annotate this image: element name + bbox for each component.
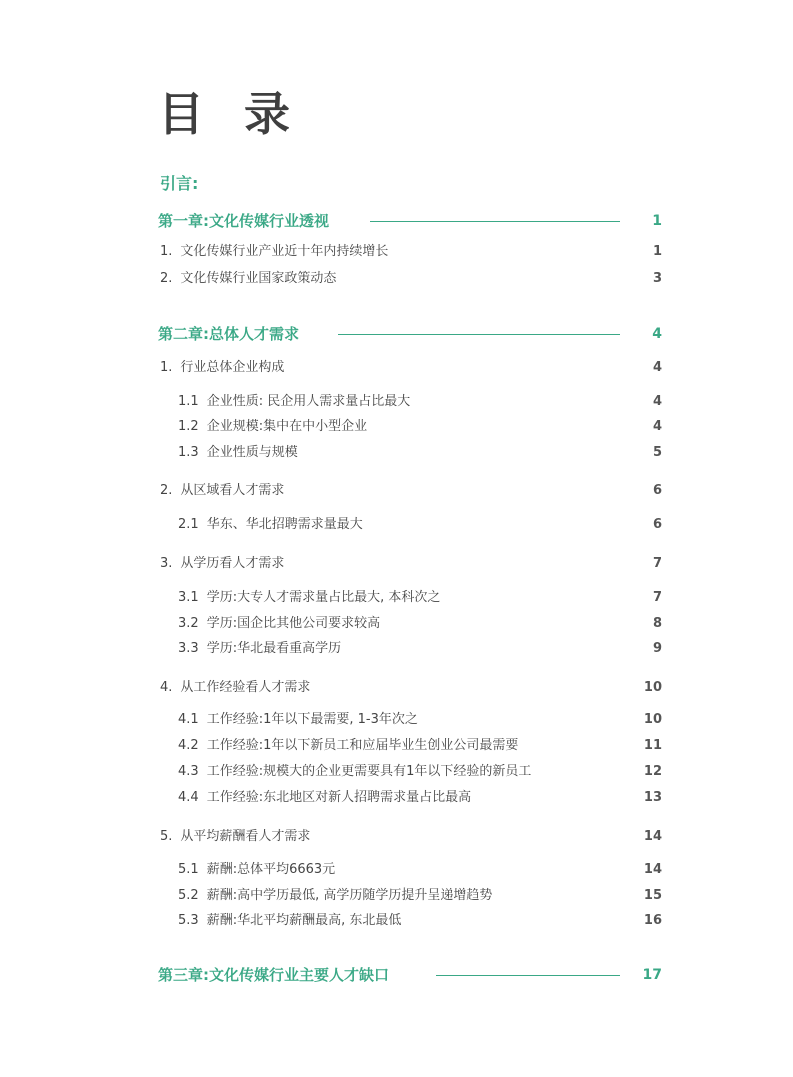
subsection-title: 薪酬:总体平均6663元 <box>206 862 336 877</box>
toc-subsection[interactable] <box>0 613 793 635</box>
chapter-rule <box>370 221 620 222</box>
page-number: 14 <box>643 829 662 844</box>
toc-section[interactable] <box>0 826 793 848</box>
subsection-number: 4.1 <box>178 712 199 727</box>
section-number: 2. <box>160 271 173 286</box>
subsection-number: 4.3 <box>178 764 199 779</box>
page-number: 12 <box>643 764 662 779</box>
toc-subsection[interactable] <box>0 587 793 609</box>
toc-section[interactable] <box>0 241 793 263</box>
page-number: 7 <box>652 590 662 605</box>
toc-subsection[interactable] <box>0 735 793 757</box>
page-number: 4 <box>652 326 662 342</box>
subsection-title: 学历:大专人才需求量占比最大, 本科次之 <box>206 590 441 605</box>
section-title: 行业总体企业构成 <box>180 360 285 375</box>
toc-subsection[interactable] <box>0 514 793 536</box>
subsection-number: 5.1 <box>178 862 199 877</box>
subsection-title: 企业性质与规模 <box>206 445 298 460</box>
section-number: 3. <box>160 556 173 571</box>
subsection-number: 3.1 <box>178 590 199 605</box>
subsection-number: 5.3 <box>178 913 199 928</box>
page-number: 15 <box>643 888 662 903</box>
page-number: 4 <box>652 360 662 375</box>
chapter-rule <box>436 975 620 976</box>
section-number: 4. <box>160 680 173 695</box>
page-number: 5 <box>652 445 662 460</box>
subsection-title: 工作经验:规模大的企业更需要具有1年以下经验的新员工 <box>206 764 532 779</box>
subsection-number: 1.2 <box>178 419 199 434</box>
page-number: 14 <box>643 862 662 877</box>
subsection-number: 4.2 <box>178 738 199 753</box>
section-number: 5. <box>160 829 173 844</box>
toc-section[interactable] <box>0 480 793 502</box>
subsection-title: 学历:华北最看重高学历 <box>206 641 342 656</box>
toc-section[interactable] <box>0 268 793 290</box>
toc-subsection[interactable] <box>0 761 793 783</box>
page-number: 10 <box>643 712 662 727</box>
page-number: 9 <box>652 641 662 656</box>
toc-section[interactable] <box>0 677 793 699</box>
page-number: 1 <box>652 213 662 229</box>
section-title: 从区域看人才需求 <box>180 483 285 498</box>
page-number: 4 <box>652 394 662 409</box>
section-title: 文化传媒行业国家政策动态 <box>180 271 337 286</box>
subsection-number: 1.1 <box>178 394 199 409</box>
chapter-title: 第一章:文化传媒行业透视 <box>158 212 329 230</box>
toc-subsection[interactable] <box>0 859 793 881</box>
subsection-title: 工作经验:1年以下新员工和应届毕业生创业公司最需要 <box>206 738 519 753</box>
subsection-number: 3.2 <box>178 616 199 631</box>
page-number: 6 <box>652 517 662 532</box>
toc-subsection[interactable] <box>0 391 793 413</box>
page-number: 4 <box>652 419 662 434</box>
page-number: 17 <box>642 967 662 983</box>
toc-subsection[interactable] <box>0 638 793 660</box>
page-number: 11 <box>643 738 662 753</box>
subsection-title: 企业规模:集中在中小型企业 <box>206 419 368 434</box>
subsection-title: 工作经验:东北地区对新人招聘需求量占比最高 <box>206 790 472 805</box>
page-number: 10 <box>643 680 662 695</box>
subsection-number: 1.3 <box>178 445 199 460</box>
chapter-title: 第三章:文化传媒行业主要人才缺口 <box>158 966 390 984</box>
page-number: 7 <box>652 556 662 571</box>
subsection-number: 4.4 <box>178 790 199 805</box>
page-number: 3 <box>652 271 662 286</box>
toc-subsection[interactable] <box>0 787 793 809</box>
section-title: 从学历看人才需求 <box>180 556 285 571</box>
subsection-title: 薪酬:华北平均薪酬最高, 东北最低 <box>206 913 402 928</box>
page-number: 16 <box>643 913 662 928</box>
subsection-number: 5.2 <box>178 888 199 903</box>
subsection-number: 2.1 <box>178 517 199 532</box>
intro-heading: 引言: <box>160 174 199 193</box>
toc-chapter-3[interactable] <box>0 964 793 986</box>
page-title: 目 录 <box>158 87 303 141</box>
page-number: 1 <box>652 244 662 259</box>
section-title: 从平均薪酬看人才需求 <box>180 829 311 844</box>
page-number: 13 <box>643 790 662 805</box>
toc-subsection[interactable] <box>0 910 793 932</box>
toc-chapter-2[interactable] <box>0 323 793 345</box>
section-number: 2. <box>160 483 173 498</box>
subsection-title: 薪酬:高中学历最低, 高学历随学历提升呈递增趋势 <box>206 888 493 903</box>
section-title: 文化传媒行业产业近十年内持续增长 <box>180 244 389 259</box>
page-number: 6 <box>652 483 662 498</box>
subsection-title: 企业性质: 民企用人需求量占比最大 <box>206 394 411 409</box>
subsection-title: 华东、华北招聘需求量最大 <box>206 517 363 532</box>
toc-section[interactable] <box>0 357 793 379</box>
section-number: 1. <box>160 244 173 259</box>
chapter-rule <box>338 334 620 335</box>
toc-subsection[interactable] <box>0 442 793 464</box>
subsection-number: 3.3 <box>178 641 199 656</box>
section-title: 从工作经验看人才需求 <box>180 680 311 695</box>
toc-subsection[interactable] <box>0 885 793 907</box>
toc-chapter-1[interactable] <box>0 210 793 232</box>
page-number: 8 <box>652 616 662 631</box>
subsection-title: 工作经验:1年以下最需要, 1-3年次之 <box>206 712 418 727</box>
chapter-title: 第二章:总体人才需求 <box>158 325 299 343</box>
section-number: 1. <box>160 360 173 375</box>
toc-subsection[interactable] <box>0 416 793 438</box>
toc-subsection[interactable] <box>0 709 793 731</box>
subsection-title: 学历:国企比其他公司要求较高 <box>206 616 381 631</box>
toc-section[interactable] <box>0 553 793 575</box>
